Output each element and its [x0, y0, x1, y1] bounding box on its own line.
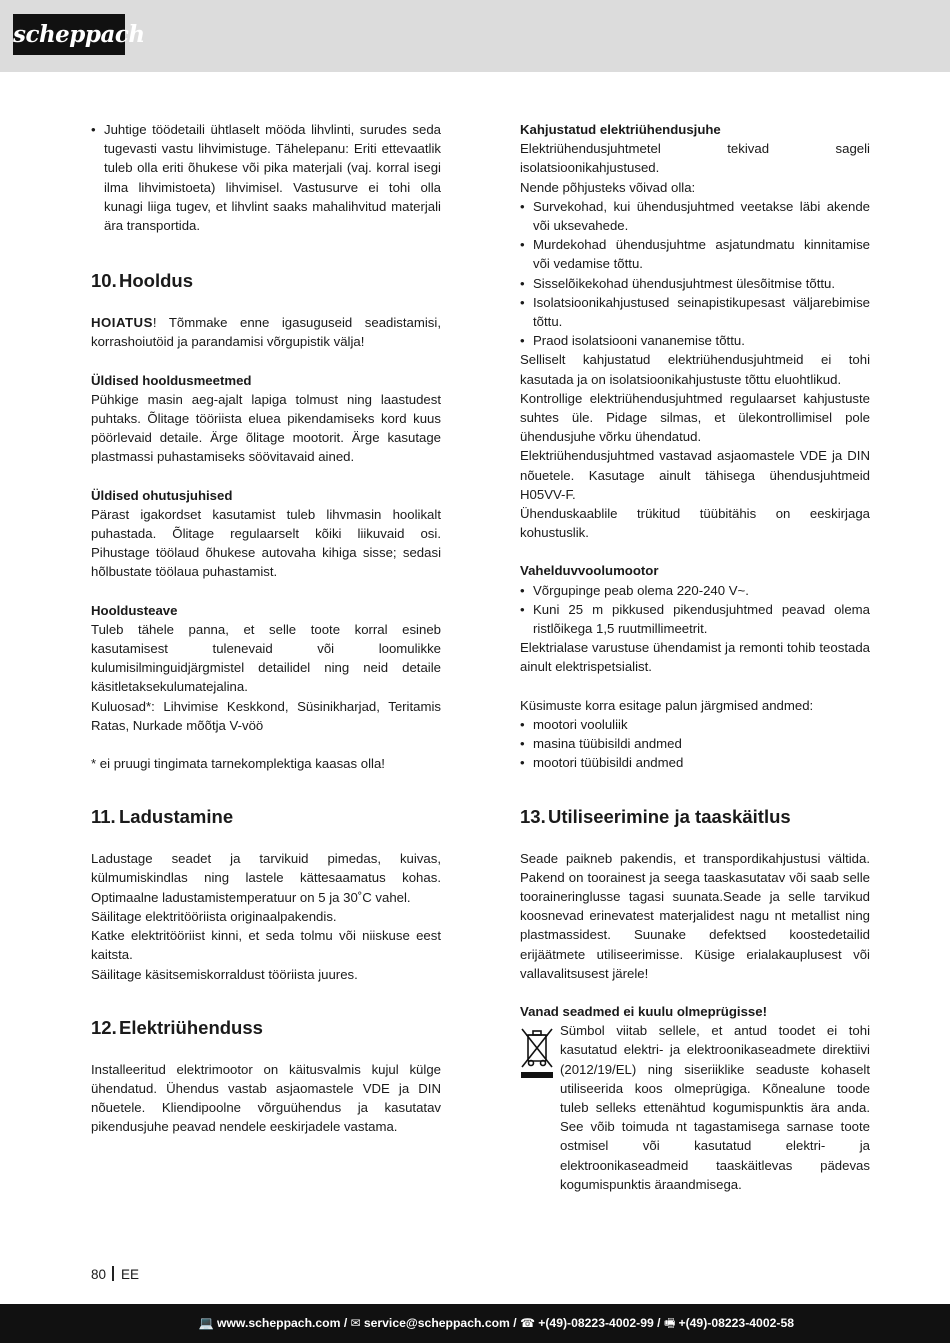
- paragraph: Elektriühendusjuhtmed vastavad asjaomastele VDE ja DIN nõuetele. Kasutage ainult tähisega ühendusjuhtmeid H05VV-F.: [520, 448, 870, 502]
- paragraph: Seade paikneb pakendis, et transpordikahjustusi vältida. Pakend on toorainest ja seega taaskasutatav või saab selle tooraineringlusse tagasi suunata.Seade ja selle tarvikud koosnevad erinevatest materjalidest nagu nt metallist ning plastmassidest. Suunake defektsed koostedetailid erijäätmete utiliseerimisse. Küsige erialakauplusest või vallavalitsusest järele!: [520, 850, 870, 981]
- section-title: Utiliseerimine ja taaskäitlus: [548, 805, 791, 827]
- fax-number: +(49)-08223-4002-58: [678, 1316, 794, 1330]
- list-item: • masina tüübisildi andmed: [520, 734, 870, 753]
- warning-label: HOIATUS: [91, 315, 153, 331]
- separator: /: [653, 1316, 664, 1330]
- paragraph: Küsimuste korra esitage palun järgmised andmed:: [520, 697, 814, 713]
- section-title: Elektriühenduss: [119, 1016, 263, 1038]
- subheading: Vanad seadmed ei kuulu olmeprügisse!: [520, 1003, 767, 1019]
- header-bar: [0, 0, 950, 72]
- paragraph: Nende põhjusteks võivad olla:: [520, 179, 696, 195]
- list-item: • Juhtige töödetaili ühtlaselt mööda lihvlinti, surudes seda tugevasti vastu lihvimistuge. Tähelepanu: Eriti ettevaatlik tuleb olla eriti õhukese või pika materjali (vaj. korral isegi ilma lihvimistoeta) lihvimisel. Vastusurve ei tohi olla kunagi liiga tugev, et lihvlint saaks mahalihvitud materjali ära transportida.: [91, 120, 441, 235]
- list-item: • Praod isolatsiooni vananemise tõttu.: [520, 331, 870, 350]
- page-footer: [91, 1266, 139, 1282]
- list-item: • Kuni 25 m pikkused pikendusjuhtmed peavad olema ristlõikega 1,5 ruutmillimeetrit.: [520, 600, 870, 638]
- paragraph: Kuluosad*: Lihvimise Keskkond, Süsinikharjad, Teritamis Ratas, Nurkade mõõtja V-vöö: [91, 698, 441, 733]
- warning-text: ! Tõmmake enne igasuguseid seadistamisi, korrashoiutöid ja parandamisi võrgupistik välja!: [91, 315, 441, 350]
- section-number: 12.: [91, 1016, 117, 1038]
- paragraph: Ühenduskaablile trükitud tüübitähis on eeskirjaga kohustuslik.: [520, 506, 870, 541]
- email-link[interactable]: service@scheppach.com: [363, 1316, 510, 1330]
- subheading: Kahjustatud elektriühendusjuhe: [520, 122, 721, 137]
- phone-number: +(49)-08223-4002-99: [538, 1316, 654, 1330]
- section-number: 10.: [91, 270, 117, 292]
- list-item: • Survekohad, kui ühendusjuhtmed veetakse läbi akende või uksevahede.: [520, 197, 870, 235]
- paragraph: Pärast igakordset kasutamist tuleb lihvmasin hoolikalt puhastada. Õlitage regulaarselt kõiki liikuvaid osi. Pihustage töölaud õhukese autovaha kihiga sisse; sedasi hõlbustate töölaua puhastamist.: [91, 506, 441, 580]
- list-item: • Võrgupinge peab olema 220-240 V~.: [520, 581, 870, 600]
- phone-icon: ☎: [520, 1316, 536, 1330]
- contact-bar: [0, 1304, 950, 1343]
- language-code: EE: [121, 1267, 140, 1282]
- left-column: [91, 120, 441, 1137]
- section-title: Hooldus: [119, 270, 193, 292]
- fax-icon: 🖷: [663, 1316, 676, 1330]
- paragraph: Pühkige masin aeg-ajalt lapiga tolmust ning laastudest puhtaks. Õlitage tööriista eluea pikendamiseks kord kuus pöörlevaid detaile. Ärge õlitage mootorit. Ärge kasutage plastmassi puhastamiseks söövitavaid ained.: [91, 391, 441, 465]
- right-column: [520, 120, 870, 1194]
- paragraph: Installeeritud elektrimootor on käitusvalmis kujul külge ühendatud. Ühendus vastab asjaomastele VDE ja DIN nõuetele. Kliendipoolne võrguühendus ja kasutatav pikendusjuhe peavad nendele eeskirjadele vastama.: [91, 1061, 441, 1135]
- paragraph: Tuleb tähele panna, et selle toote korral esineb kasutamisest tulenevaid või loomulikke kulumisilminguidjärgmistel detailidel ning neid detaile käsitletaksekulumatejalina.: [91, 621, 441, 695]
- paragraph: Säilitage käsitsemiskorraldust tööriista juures.: [91, 966, 358, 982]
- list-item: • Murdekohad ühendusjuhtme asjatundmatu kinnitamise või vedamise tõttu.: [520, 235, 870, 273]
- scheppach-logo: scheppach: [13, 14, 125, 55]
- laptop-icon: 💻: [198, 1316, 214, 1330]
- section-heading-12: [91, 1016, 441, 1040]
- paragraph: Säilitage elektritööriista originaalpakendis.: [91, 908, 337, 924]
- subheading: Üldised hooldusmeetmed: [91, 372, 252, 388]
- section-title: Ladustamine: [119, 806, 234, 828]
- section-number: 11.: [91, 806, 116, 828]
- subheading: Hooldusteave: [91, 602, 178, 618]
- data-list: [520, 715, 870, 773]
- website-link[interactable]: www.scheppach.com: [216, 1316, 341, 1330]
- weee-block: [520, 1021, 870, 1194]
- separator: /: [340, 1316, 351, 1330]
- list-item: • mootori vooluliik: [520, 715, 870, 734]
- mail-icon: ✉: [350, 1316, 361, 1330]
- subheading: Vahelduvvoolumootor: [520, 563, 659, 579]
- motor-list: [520, 581, 870, 639]
- crossed-bin-icon: [520, 1027, 554, 1079]
- subheading: Üldised ohutusjuhised: [91, 487, 233, 503]
- section-heading-13: [520, 805, 870, 829]
- paragraph: Selliselt kahjustatud elektriühendusjuhtmeid ei tohi kasutada ja on isolatsioonikahjustuste tõttu eluohtlikud.: [520, 352, 870, 387]
- cause-list: [520, 197, 870, 351]
- section-heading-11: [91, 805, 441, 829]
- paragraph: Elektrialase varustuse ühendamist ja remonti tohib teostada ainult elektrispetsialist.: [520, 640, 870, 675]
- list-item: • Sisselõikekohad ühendusjuhtmest ülesõitmise tõttu.: [520, 274, 870, 293]
- paragraph: Sümbol viitab sellele, et antud toodet ei tohi kasutatud elektri- ja elektroonikaseadmete direktiivi (2012/19/EL) ning siseriiklike seaduste kohaselt utiliseerida koos olmeprügiga. Kõnealune toode tuleb selleks ettenähtud kogumispunktis ära anda. See võib toimuda nt tagastamisega sarnase toote ostmisel või kasutatud elektri- ja elektroonikaseadmeid taaskäitlevas pädevas kogumispunktis äraandmisega.: [560, 1023, 870, 1192]
- list-item: • mootori tüübisildi andmed: [520, 753, 870, 772]
- intro-list: [91, 120, 441, 235]
- page-number: 80: [91, 1267, 107, 1282]
- section-number: 13.: [520, 805, 546, 827]
- warning-paragraph: [91, 313, 441, 351]
- paragraph: Katke elektritööriist kinni, et seda tolmu või niiskuse eest kaitsta.: [91, 928, 441, 963]
- footnote: * ei pruugi tingimata tarnekomplektiga kaasas olla!: [91, 756, 385, 772]
- section-heading-10: [91, 269, 441, 293]
- divider: [112, 1266, 114, 1281]
- separator: /: [509, 1316, 521, 1330]
- paragraph: Ladustage seadet ja tarvikuid pimedas, kuivas, külmumiskindlas ning lastele kättesaamatus kohas. Optimaalne ladustamistemperatuur on 5 ja 30˚C vahel.: [91, 851, 441, 905]
- paragraph: Elektriühendusjuhtmetel tekivad sageli isolatsioonikahjustused.: [520, 141, 870, 176]
- list-item: • Isolatsioonikahjustused seinapistikupesast väljarebimise tõttu.: [520, 293, 870, 331]
- paragraph: Kontrollige elektriühendusjuhtmed regulaarset kahjustuste suhtes üle. Pidage silmas, et ülekontrollimisel pole ühendusjuhe võrku ühendatud.: [520, 390, 870, 445]
